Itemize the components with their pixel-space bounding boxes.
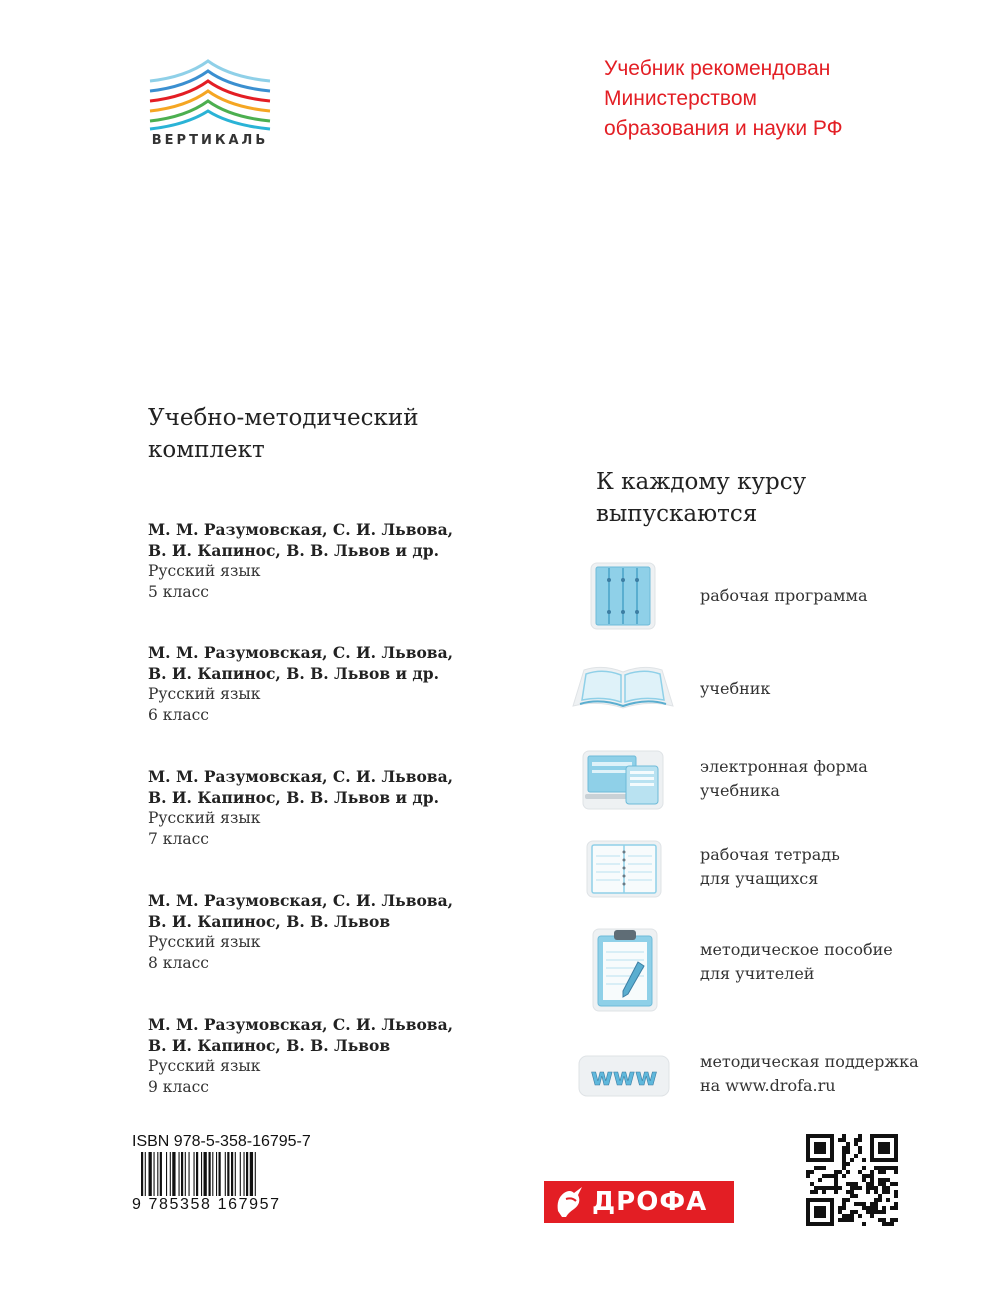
per-course-line: К каждому курсу [596, 469, 807, 495]
bird-icon [548, 1181, 592, 1223]
www-text: www [590, 1063, 658, 1091]
item-label-line: рабочая программа [700, 586, 868, 605]
item-label-line: методическое пособие [700, 940, 893, 959]
book-subject: Русский язык [148, 685, 261, 703]
item-label-line: учебник [700, 679, 771, 698]
book-authors: М. М. Разумовская, С. И. Львова, [148, 1015, 454, 1034]
per-course-heading [596, 466, 896, 530]
book-authors: В. И. Капинос, В. В. Львов и др. [148, 540, 439, 560]
book-authors: В. И. Капинос, В. В. Львов [148, 1035, 391, 1055]
item-label-line: для учащихся [700, 869, 819, 888]
book-grade: 8 класс [148, 953, 209, 972]
book-entry [148, 643, 454, 725]
notebook-icon [586, 840, 662, 902]
devices-icon [582, 750, 664, 814]
item-label-line: для учителей [700, 964, 815, 983]
book-entry [148, 1015, 454, 1097]
item-label [700, 755, 940, 803]
barcode-icon [141, 1152, 291, 1200]
book-authors: М. М. Разумовская, С. И. Львова, [148, 891, 454, 910]
per-course-line: выпускаются [596, 501, 758, 527]
item-label [700, 584, 940, 608]
umk-heading-line: комплект [148, 437, 265, 463]
recommendation-note [604, 54, 934, 144]
book-entry [148, 891, 454, 973]
item-label [700, 1050, 940, 1098]
book-grade: 9 класс [148, 1077, 209, 1096]
recommend-line: Учебник рекомендован [604, 57, 831, 80]
item-label [700, 938, 940, 986]
book-entry [148, 767, 454, 849]
item-label [700, 843, 940, 891]
book-entry [148, 520, 454, 602]
item-label-line: на www.drofa.ru [700, 1076, 836, 1095]
book-authors: М. М. Разумовская, С. И. Львова, [148, 767, 454, 786]
barcode-digits: 9 785358 167957 [132, 1196, 281, 1213]
item-label-line: рабочая тетрадь [700, 845, 840, 864]
book-subject: Русский язык [148, 562, 261, 580]
book-authors: В. И. Капинос, В. В. Львов и др. [148, 787, 439, 807]
book-subject: Русский язык [148, 933, 261, 951]
item-label-line: методическая поддержка [700, 1052, 919, 1071]
umk-heading-line: Учебно-методический [148, 405, 419, 431]
logo-text: ВЕРТИКАЛЬ [151, 133, 269, 148]
book-authors: В. И. Капинос, В. В. Львов [148, 911, 391, 931]
book-authors: М. М. Разумовская, С. И. Львова, [148, 520, 454, 539]
item-label-line: электронная форма [700, 757, 868, 776]
open-book-icon [570, 660, 676, 716]
book-grade: 6 класс [148, 705, 209, 724]
clipboard-icon [592, 926, 658, 1016]
book-authors: В. И. Капинос, В. В. Львов и др. [148, 663, 439, 683]
recommend-line: образования и науки РФ [604, 117, 843, 140]
book-grade: 5 класс [148, 582, 209, 601]
isbn-text: ISBN 978-5-358-16795-7 [132, 1133, 311, 1150]
book-grade: 7 класс [148, 829, 209, 848]
www-icon [578, 1055, 670, 1101]
publisher-name: ДРОФА [592, 1187, 708, 1217]
book-subject: Русский язык [148, 809, 261, 827]
qr-code-icon [806, 1134, 898, 1230]
item-label-line: учебника [700, 781, 780, 800]
publisher-logo [544, 1181, 734, 1223]
vertikal-logo [146, 55, 274, 155]
program-binder-icon [590, 562, 656, 634]
umk-heading [148, 402, 478, 466]
recommend-line: Министерством [604, 87, 757, 110]
book-subject: Русский язык [148, 1057, 261, 1075]
logo-arcs-icon [146, 55, 274, 131]
book-authors: М. М. Разумовская, С. И. Львова, [148, 643, 454, 662]
item-label [700, 677, 940, 701]
